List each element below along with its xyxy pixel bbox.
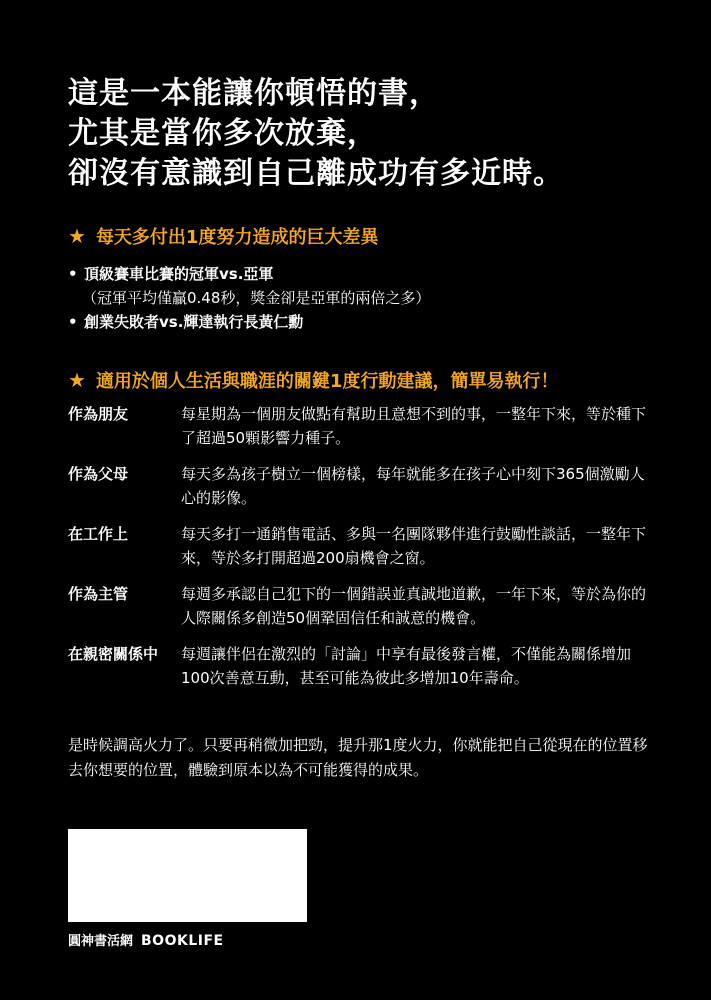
list-item <box>68 310 668 334</box>
bullet-text: 創業失敗者vs.輝達執行長黃仁勳 <box>84 313 304 331</box>
publisher-logo <box>68 930 224 952</box>
bullet-dot-icon: • <box>68 313 78 331</box>
section-heading-difference <box>68 224 668 250</box>
bullet-note: （冠軍平均僅贏0.48秒，獎金卻是亞軍的兩倍之多） <box>82 289 431 307</box>
action-label: 作為主管 <box>68 585 129 603</box>
action-text: 每週多承認自己犯下的一個錯誤並真誠地道歉，一年下來，等於為你的人際關係多創造50個鞏固信任和誠意的機會。 <box>181 585 647 627</box>
closing-paragraph: 是時候調高火力了。只要再稍微加把勁，提升那1度火力，你就能把自己從現在的位置移去你想要的位置，體驗到原本以為不可能獲得的成果。 <box>68 736 648 779</box>
headline-line-3: 卻沒有意識到自己離成功有多近時。 <box>68 156 564 191</box>
action-label: 在工作上 <box>68 525 129 543</box>
action-row-work <box>68 522 658 582</box>
publisher-name: 圓神書活網 <box>68 934 134 949</box>
barcode-area <box>68 829 307 922</box>
action-label: 作為父母 <box>68 465 129 483</box>
bullet-list <box>68 262 668 334</box>
star-icon: ★ <box>68 224 86 248</box>
action-text: 每天多為孩子樹立一個榜樣，每年就能多在孩子心中刻下365個激勵人心的影像。 <box>181 465 645 507</box>
action-label: 在親密關係中 <box>68 645 159 663</box>
headline <box>68 74 668 194</box>
star-icon: ★ <box>68 368 86 392</box>
headline-line-2: 尤其是當你多次放棄， <box>68 116 378 151</box>
bullet-text: 頂級賽車比賽的冠軍vs.亞軍 <box>84 265 274 283</box>
action-text: 每星期為一個朋友做點有幫助且意想不到的事，一整年下來，等於種下了超過50顆影響力種子。 <box>181 405 647 447</box>
action-text: 每週讓伴侶在激烈的「討論」中享有最後發言權，不僅能為關係增加100次善意互動，甚至可能為彼此多增加10年壽命。 <box>181 645 632 687</box>
publisher-brand: BOOKLIFE <box>141 933 224 949</box>
headline-line-1: 這是一本能讓你頓悟的書， <box>68 76 440 111</box>
bullet-dot-icon: • <box>68 265 78 283</box>
list-item <box>68 262 668 310</box>
action-row-relationship <box>68 642 658 702</box>
section-heading-actions <box>68 368 668 394</box>
section-heading-text: 每天多付出1度努力造成的巨大差異 <box>95 227 379 248</box>
action-row-parent <box>68 462 658 522</box>
action-row-friend <box>68 402 658 462</box>
section-heading-text: 適用於個人生活與職涯的關鍵1度行動建議，簡單易執行！ <box>95 371 559 392</box>
action-list <box>68 402 658 702</box>
action-row-manager <box>68 582 658 642</box>
action-text: 每天多打一通銷售電話、多與一名團隊夥伴進行鼓勵性談話，一整年下來，等於多打開超過200扇機會之窗。 <box>181 525 647 567</box>
action-label: 作為朋友 <box>68 405 129 423</box>
